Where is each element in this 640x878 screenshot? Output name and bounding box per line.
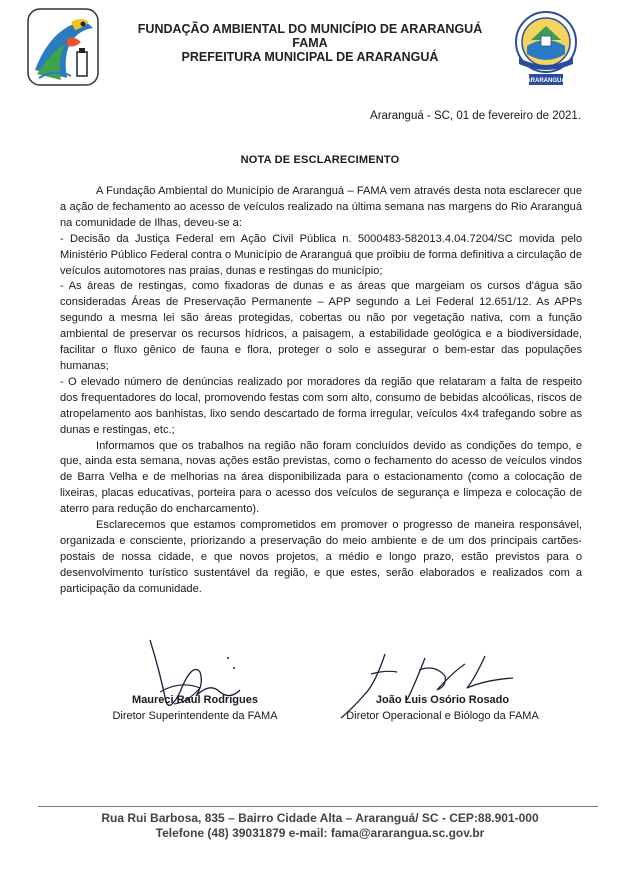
document-title: NOTA DE ESCLARECIMENTO — [240, 154, 400, 166]
footer-contact: Telefone (48) 39031879 e-mail: fama@ararangua.sc.gov.br — [155, 826, 485, 840]
signature-block-superintendent — [105, 692, 285, 724]
letter-date: Araranguá - SC, 01 de fevereiro de 2021. — [370, 110, 581, 122]
paragraph-commitment: Esclarecemos que estamos comprometidos em promover o progresso de maneira responsável, organizada e consciente, priorizando a preservação do meio ambiente e de um dos principais cartões-postais de nossa cidade, e que novos projetos, a médio e longo prazo, estão previstos para o desenvolvimento turístico sustentável da região, e que estes, serão elaborados e realizados com a participação da comunidade. — [60, 519, 582, 595]
paragraph-intro: A Fundação Ambiental do Município de Araranguá – FAMA vem através desta nota esclarecer que a ação de fechamento ao acesso de veículos realizado na última semana nas margens do Rio Araranguá na comunidade de Ilhas, deveu-se a: — [60, 185, 582, 229]
header-line-foundation: FUNDAÇÃO AMBIENTAL DO MUNICÍPIO DE ARARANGUÁ — [137, 22, 483, 36]
signer-role: Diretor Superintendente da FAMA — [112, 710, 278, 722]
header-organization — [110, 22, 510, 64]
header-line-prefecture: PREFEITURA MUNICIPAL DE ARARANGUÁ — [181, 50, 439, 64]
signature-block-operational-director — [330, 692, 555, 724]
header-line-acronym: FAMA — [292, 36, 328, 50]
paragraph-court-decision: - Decisão da Justiça Federal em Ação Civil Pública n. 5000483-582013.4.04.7204/SC movida pelo Ministério Público Federal contra o Município de Araranguá que proibiu de forma definitiva a circulação de veículos automotores nas praias, dunas e restingas do município; — [60, 232, 582, 277]
signature-area — [0, 640, 640, 740]
signer-name: Maureci Raul Rodrigues — [132, 694, 258, 706]
fama-logo-icon — [27, 8, 99, 86]
footer-divider — [38, 806, 598, 807]
footer-address: Rua Rui Barbosa, 835 – Bairro Cidade Alta – Araranguá/ SC - CEP:88.901-000 — [101, 811, 539, 825]
signer-role: Diretor Operacional e Biólogo da FAMA — [346, 710, 539, 722]
footer — [0, 811, 640, 841]
signer-name: João Luis Osório Rosado — [375, 694, 510, 706]
municipal-seal-icon — [513, 10, 579, 88]
paragraph-complaints: - O elevado número de denúncias realizado por moradores da região que relataram a falta de respeito dos frequentadores do local, promovendo festas com som alto, consumo de bebidas alcoólicas, riscos de atropelamento aos banhistas, lixo sendo descartado de forma irregular, veículos 4x4 trafegando sobre as dunas e restingas, etc.; — [60, 375, 582, 436]
paragraph-app-areas: - As áreas de restingas, como fixadoras de dunas e as áreas que margeiam os cursos d'água são consideradas Áreas de Preservação Permanente – APP segundo a Lei Federal 12.651/12. As APPs segundo a mesma lei são áreas protegidas, cobertas ou não por vegetação nativa, com a função ambiental de preservar os recursos hídricos, a paisagem, a estabilidade geológica e a biodiversidade, facilitar o fluxo gênico de fauna e flora, proteger o solo e assegurar o bem-estar das populações humanas; — [60, 280, 582, 372]
paragraph-ongoing-work: Informamos que os trabalhos na região não foram concluídos devido as condições do tempo, e que, ainda esta semana, novas ações estão previstas, como o fechamento do acesso de veículos vindos de Barra Velha e de melhorias na área disponibilizada para o estacionamento (como a colocação de lixeiras, placas educativas, porteira para o acesso dos veículos de segurança e limpeza e colocação de aterro para redução do encharcamento). — [60, 439, 582, 516]
seal-label: ARARANGUÁ — [526, 78, 566, 84]
letter-body — [60, 184, 582, 598]
